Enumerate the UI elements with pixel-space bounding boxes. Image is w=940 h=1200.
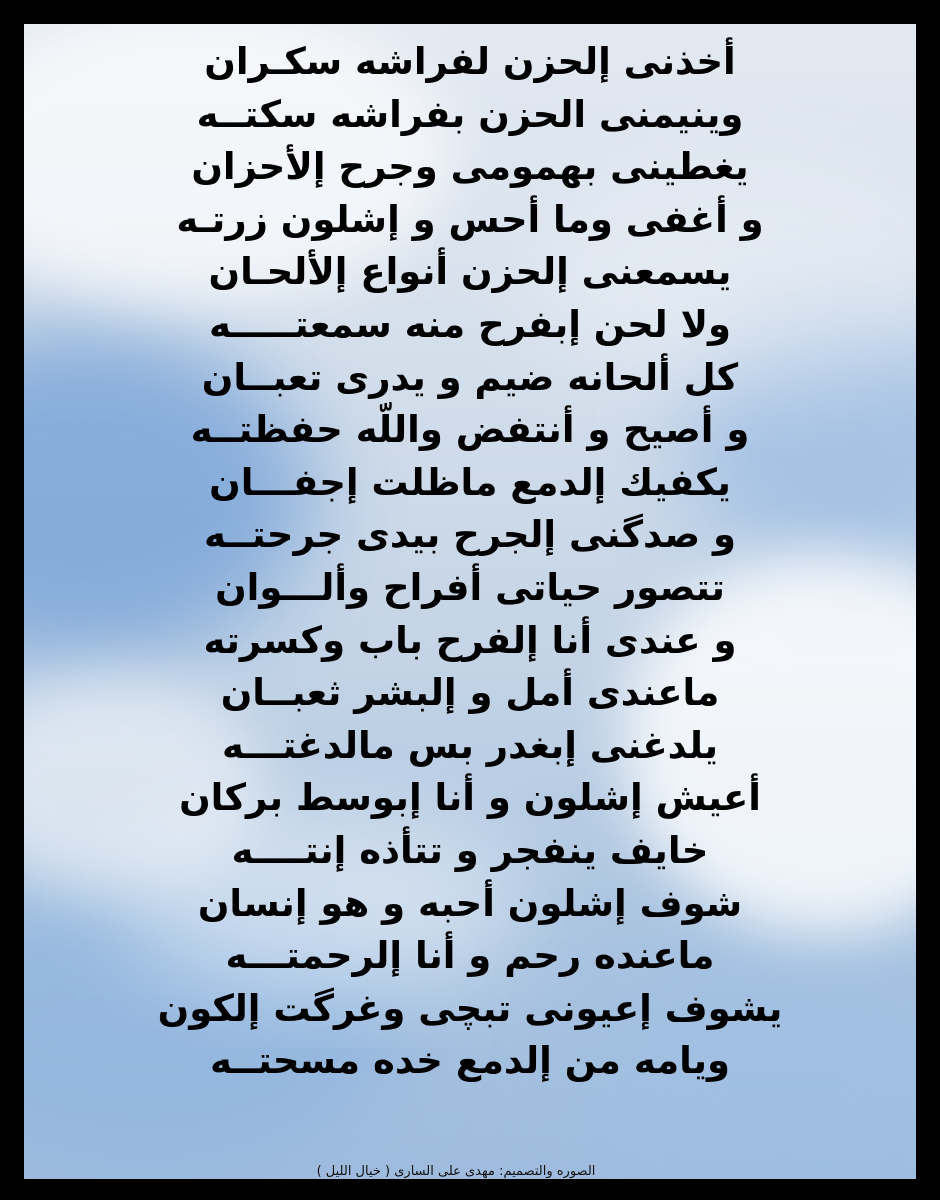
poem-line-15: أعيش إشلون و أنا إبوسط بركان xyxy=(179,776,761,820)
poem-line-3: يغطينى بهمومى وجرح إلأحزان xyxy=(191,145,749,189)
poem-line-6: ولا لحن إبفرح منه سمعتـــــه xyxy=(208,302,732,346)
poem-line-13: ماعندى أمل و إلبشر ثعبــان xyxy=(220,671,720,715)
image-frame xyxy=(24,24,916,1179)
poem-line-16: خايف ينفجر و تتأذه إنتــــه xyxy=(231,828,709,872)
poem-line-12: و عندى أنا إلفرح باب وكسرته xyxy=(203,618,737,662)
poem-line-20: ويامه من إلدمع خده مسحتــه xyxy=(210,1039,730,1083)
poem-line-5: يسمعنى إلحزن أنواع إلألحـان xyxy=(208,250,732,294)
poem-line-14: يلدغنى إبغدر بس مالدغتـــه xyxy=(222,723,718,767)
poem-line-11: تتصور حياتى أفراح وألـــوان xyxy=(215,565,725,609)
poem-line-17: شوف إشلون أحبه و هو إنسان xyxy=(197,881,743,925)
poem-line-1: أخذنى إلحزن لفراشه سكـران xyxy=(204,40,736,83)
poem-line-18: ماعنده رحم و أنا إلرحمتـــه xyxy=(225,934,715,978)
poem-line-8: و أصيح و أنتفض واللّه حفظتــه xyxy=(190,408,750,452)
poem-line-19: يشوف إعيونى تبچى وغرگت إلكون xyxy=(157,986,783,1030)
poem-line-10: و صدگنى إلجرح بيدى جرحتــه xyxy=(203,513,737,557)
design-credit: الصوره والتصميم: مهدى على السارى ( خيال الليل ) xyxy=(316,1164,596,1179)
poem-line-7: كل ألحانه ضيم و يدرى تعبــان xyxy=(201,355,739,399)
poem-line-9: يكفيك إلدمع ماظلت إجفـــان xyxy=(209,460,731,504)
poem-line-4: و أغفى وما أحس و إشلون زرتـه xyxy=(176,197,764,241)
poem-line-2: وينيمنى الحزن بفراشه سكتــه xyxy=(196,92,744,136)
poem-text xyxy=(24,36,916,1088)
